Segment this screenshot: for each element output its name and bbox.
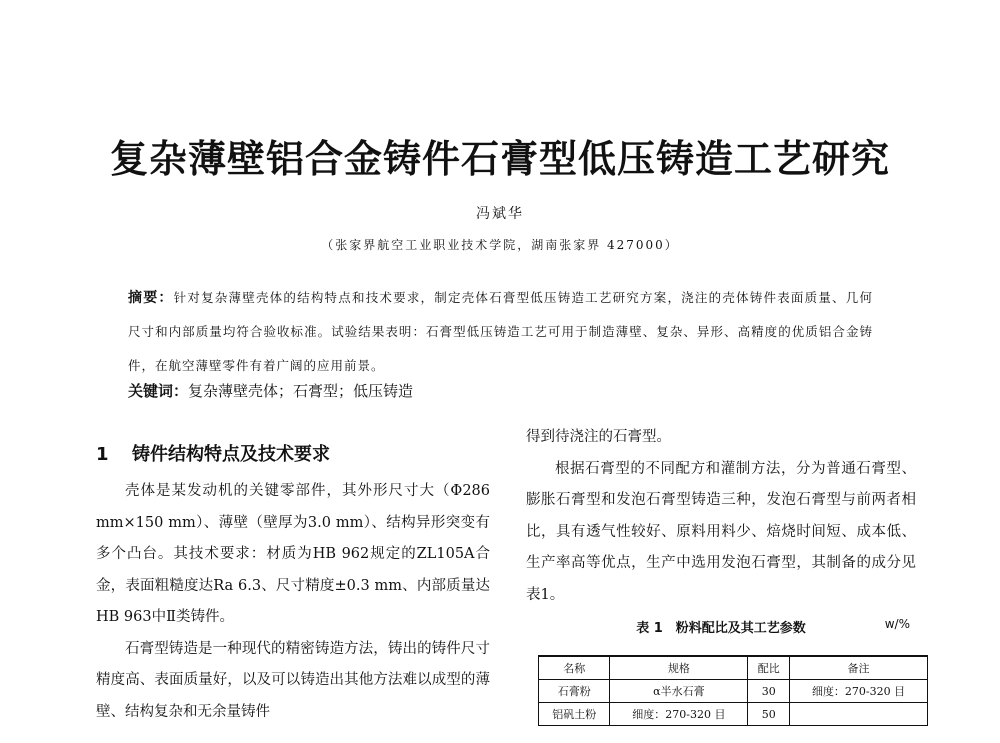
table-cell: 细度：270-320 目 [610,703,748,726]
section-number: 1 [96,444,109,465]
table-header-cell: 规格 [610,656,748,680]
table-cell: 铝矾土粉 [539,703,610,726]
table-header-row [539,656,928,680]
right-column [526,422,916,636]
body-paragraph-1: 壳体是某发动机的关键零部件，其外形尺寸大（Φ286 mm×150 mm）、薄壁（壁厚为3.0 mm）、结构异形突变有多个凸台。其技术要求：材质为HB 962规定的ZL105A合金，表面粗糙度达Ra 6.3、尺寸精度±0.3 mm、内部质量达HB 963中Ⅱ类铸件。 [96,483,490,625]
section-heading [96,440,490,466]
table-header-cell: 备注 [790,656,928,680]
table-cell: α半水石膏 [610,680,748,703]
abstract-label: 摘要： [128,290,174,306]
abstract-text: 针对复杂薄壁壳体的结构特点和技术要求，制定壳体石膏型低压铸造工艺研究方案，浇注的壳体铸件表面质量、几何尺寸和内部质量均符合验收标准。试验结果表明：石膏型低压铸造工艺可用于制造薄壁、复杂、异形、高精度的优质铝合金铸件，在航空薄壁零件有着广阔的应用前景。 [128,290,873,373]
table-header-cell: 配比 [748,656,790,680]
left-column [96,440,490,728]
paper-title: 复杂薄壁铝合金铸件石膏型低压铸造工艺研究 [109,137,890,181]
table-unit: w/% [884,617,910,631]
table-1 [538,655,928,726]
table-cell: 30 [748,680,790,703]
table-caption-text: 表 1 粉料配比及其工艺参数 [636,621,806,636]
author-name: 冯斌华 [476,206,524,222]
section-title: 铸件结构特点及技术要求 [132,444,330,465]
table-cell: 50 [748,703,790,726]
body-paragraph-2: 石膏型铸造是一种现代的精密铸造方法，铸出的铸件尺寸精度高、表面质量好，以及可以铸造出其他方法难以成型的薄壁、结构复杂和无余量铸件 [96,640,490,720]
body-paragraph-3: 根据石膏型的不同配方和灌制方法，分为普通石膏型、膨胀石膏型和发泡石膏型铸造三种，发泡石膏型与前两者相比，具有透气性较好、原料用料少、焙烧时间短、成本低、生产率高等优点，生产中选用发泡石膏型，其制备的成分见表1。 [526,460,916,603]
table-header-cell: 名称 [539,656,610,680]
keywords [128,380,413,401]
keywords-text: 复杂薄壁壳体；石膏型；低压铸造 [188,382,414,400]
table-row [539,680,928,703]
table-cell: 细度：270-320 目 [790,680,928,703]
table-caption [526,617,916,636]
table-row [539,703,928,726]
keywords-label: 关键词： [128,382,189,400]
table-cell: 石膏粉 [539,680,610,703]
body-paragraph-continued: 得到待浇注的石膏型。 [526,429,671,445]
table-cell [790,703,928,726]
author-affiliation: （张家界航空工业职业技术学院，湖南张家界 427000） [321,238,679,252]
abstract [128,281,873,383]
